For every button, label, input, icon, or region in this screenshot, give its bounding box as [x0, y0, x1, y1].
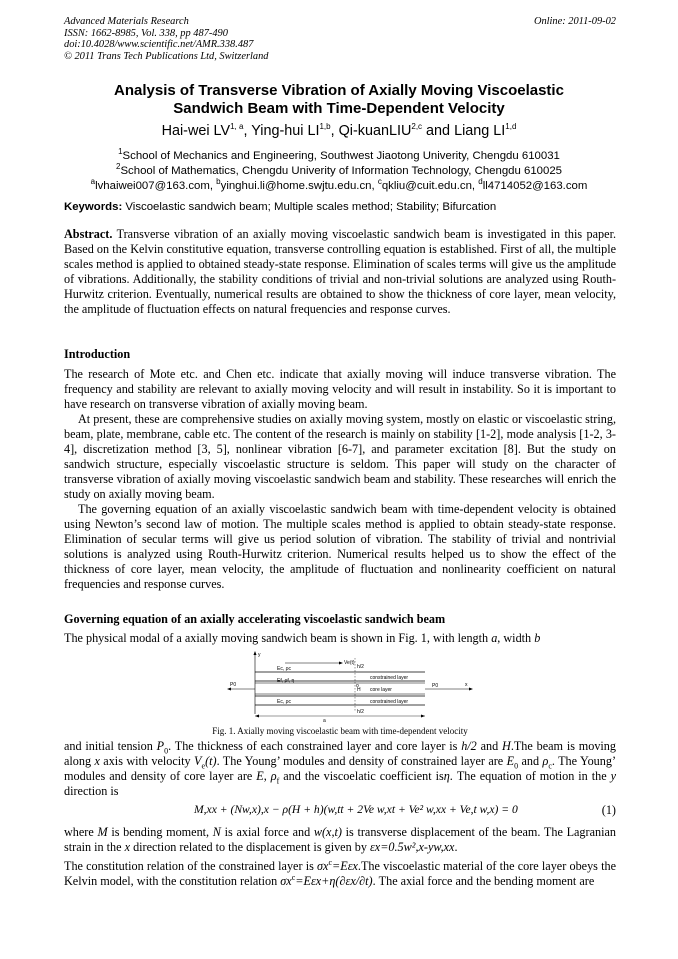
- math-symbol: y: [610, 769, 617, 783]
- text-run: . The Young’ modules and density of core layer are: [64, 754, 616, 783]
- equation-number: (1): [601, 803, 616, 817]
- paragraph: The governing equation of an axially viscoelastic sandwich beam with time-dependent velocity is obtained using Newton’s second law of motion. The multiple scales method is applied to obtain steady-state response. Elimination of secular terms will give us period solution of vibration. The stability of trivial and nontrivial solutions is analyzed using Routh-Hurwitz criterion. Numerical results helped us to show the effect of the thickness of core layer, mean velocity, the amplitude of fluctuation and nonlinearity coefficient on natural frequencies and response curves.: [64, 502, 616, 591]
- text-run: is transverse displacement of the beam. The Lagranian strain in the: [64, 825, 616, 854]
- introduction-body: [64, 367, 616, 592]
- author-name: Hai-wei LV: [161, 123, 231, 139]
- constrained-layer-label-top: constrained layer: [370, 675, 409, 681]
- math-symbol: V: [194, 754, 202, 768]
- constrained-layer-props-top: Ec, ρc: [277, 666, 291, 672]
- math-symbol: E: [256, 769, 264, 783]
- top-layer-thickness: h/2: [357, 664, 364, 670]
- math-symbol: σx: [280, 874, 292, 888]
- author-name: Qi-kuanLIU: [338, 123, 412, 139]
- email-link[interactable]: ll4714052@163.com: [482, 180, 588, 192]
- author-name: Liang LI: [454, 123, 506, 139]
- author-separator: ,: [330, 123, 339, 139]
- text-run: . The thickness of each constrained layer and core layer is: [168, 739, 462, 753]
- velocity-arrowhead: [339, 662, 343, 665]
- math-expression: =Eεx: [332, 859, 358, 873]
- math-symbol: h/2: [461, 739, 477, 753]
- length-label: a: [323, 718, 326, 724]
- math-symbol: σx: [317, 859, 329, 873]
- core-layer-props: Ef, ρf, η: [277, 678, 295, 684]
- author-list: [64, 122, 614, 140]
- section-heading-introduction: Introduction: [64, 347, 131, 361]
- paragraph: [64, 825, 616, 855]
- math-symbol: η: [443, 769, 450, 783]
- math-symbol: ρ: [270, 769, 277, 783]
- text-run: .The viscoelastic material of the core layer obeys the Kelvin model, with the constitution relation: [64, 859, 616, 888]
- text-run: and the viscoelatic coefficient is: [279, 769, 444, 783]
- journal-issn: ISSN: 1662-8985, Vol. 338, pp 487-490: [64, 27, 228, 39]
- email-link[interactable]: lvhaiwei007@163.com,: [95, 180, 217, 192]
- affiliation-1: [64, 149, 614, 164]
- author-affiliation-mark: 1, a: [230, 122, 244, 132]
- text-run: The physical modal of a axially moving sandwich beam is shown in Fig. 1, with length: [64, 631, 492, 645]
- text-run: and: [518, 754, 543, 768]
- text-run: ,: [263, 769, 271, 783]
- text-run: . The equation of motion in the: [449, 769, 611, 783]
- paragraph: [64, 859, 616, 889]
- affiliation-2: [64, 164, 614, 179]
- tension-label-left: P0: [230, 682, 237, 688]
- paragraph: The research of Mote etc. and Chen etc. indicate that axially moving will induce transverse vibration. The frequency and stability are relevant to axially moving velocity and will result in instability. So it is important to have research on transverse vibration of axially moving beam.: [64, 367, 616, 411]
- author-separator: ,: [243, 123, 252, 139]
- math-symbol: P: [156, 739, 165, 753]
- math-expression: εx=0.5w²,x-yw,xx: [369, 840, 455, 854]
- text-run: , width: [497, 631, 535, 645]
- constrained-layer-label-bottom: constrained layer: [370, 699, 409, 705]
- math-symbol: H: [502, 739, 511, 753]
- paper-title-line-2: Sandwich Beam with Time-Dependent Velocity: [173, 100, 505, 117]
- math-symbol: (t): [205, 754, 217, 768]
- x-axis-label: x: [465, 682, 468, 688]
- math-symbol: a: [491, 631, 498, 645]
- math-symbol: ρ: [542, 754, 549, 768]
- abstract: [64, 227, 616, 317]
- text-run: .: [454, 840, 458, 854]
- figure-1-diagram: [225, 650, 475, 725]
- keywords: [64, 200, 616, 215]
- journal-doi: doi:10.4028/www.scientific.net/AMR.338.487: [64, 39, 254, 51]
- math-subscript: f: [276, 776, 280, 786]
- math-symbol: x: [94, 754, 100, 768]
- email-mark: a: [90, 177, 96, 187]
- text-run: and initial tension: [64, 739, 157, 753]
- affiliation-text: School of Mathematics, Chengdu Univerity of Information Technology, Chengdu 610025: [120, 165, 562, 177]
- core-thickness: H: [357, 687, 361, 693]
- text-run: The constitution relation of the constrained layer is: [64, 859, 318, 873]
- math-symbol: w(x,t): [313, 825, 342, 839]
- math-symbol: x: [124, 840, 131, 854]
- email-mark: c: [377, 177, 382, 187]
- y-axis-label: y: [258, 652, 261, 658]
- tension-label-right: P0: [432, 683, 439, 689]
- keywords-text: Viscoelastic sandwich beam; Multiple scales method; Stability; Bifurcation: [122, 201, 497, 213]
- author-affiliation-mark: 1,d: [505, 122, 517, 132]
- affiliation-mark: 2: [116, 162, 121, 172]
- affiliation-text: School of Mechanics and Engineering, Southwest Jiaotong Univerity, Chengdu 610031: [122, 150, 560, 162]
- abstract-label: Abstract.: [64, 227, 113, 241]
- email-mark: b: [216, 177, 221, 187]
- author-affiliation-mark: 1,b: [319, 122, 331, 132]
- section-heading-governing-equation: Governing equation of an axially accelerating viscoelastic sandwich beam: [64, 612, 446, 626]
- paper-title: [64, 82, 614, 118]
- text-run: is axial force and: [220, 825, 314, 839]
- email-list: [64, 179, 614, 194]
- journal-name: Advanced Materials Research: [64, 16, 189, 27]
- paper-title-line-1: Analysis of Transverse Vibration of Axially Moving Viscoelastic: [114, 82, 564, 99]
- y-axis-arrow: [254, 651, 257, 655]
- affiliation-mark: 1: [118, 147, 123, 157]
- paragraph: [64, 739, 616, 799]
- journal-copyright: © 2011 Trans Tech Publications Ltd, Switzerland: [64, 50, 269, 62]
- length-arrow-right: [421, 715, 425, 718]
- equation-expression: M,xx + (Nw,x),x − ρ(H + h)(w,tt + 2Ve w,xt + Ve² w,xx + Ve,t w,x) = 0: [194, 803, 518, 816]
- math-expression: =Eεx+η(∂εx/∂t): [295, 874, 373, 888]
- math-symbol: E: [506, 754, 515, 768]
- text-run: . The Young’ modules and density of constrained layer are: [216, 754, 507, 768]
- core-layer-label: core layer: [370, 687, 392, 693]
- paragraph: At present, these are comprehensive studies on axially moving system, mostly on elastic or viscoelastic string, beam, plate, membrane, cable etc. The content of the research is mainly on stability [1-2], mode analysis [1-2, 3-4], discretization method [3, 5], nonlinear vibration [6-7], and parameter excitation [8]. But the study on sandwich structure, especially viscoelastic structure is seldom. This paper will study on the character of transverse vibration of axially moving viscoelastic sandwich beam and stability. These researches will enrich the study on axially moving beam.: [64, 412, 616, 501]
- length-arrow-left: [255, 715, 259, 718]
- math-subscript: c: [548, 761, 552, 771]
- text-run: where: [64, 825, 98, 839]
- math-subscript: 0: [164, 746, 169, 756]
- online-date: Online: 2011-09-02: [533, 16, 616, 27]
- math-superscript: c: [328, 857, 333, 867]
- math-symbol: M: [97, 825, 108, 839]
- equation-1: [64, 803, 616, 819]
- text-run: and: [476, 739, 502, 753]
- x-axis-arrow: [469, 688, 473, 691]
- velocity-label: Ve(t): [344, 660, 355, 666]
- author-name: Ying-hui LI: [251, 123, 320, 139]
- text-run: direction related to the displacement is given by: [130, 840, 370, 854]
- math-subscript: e: [201, 761, 206, 771]
- math-superscript: c: [291, 872, 296, 882]
- email-link[interactable]: qkliu@cuit.edu.cn,: [381, 180, 479, 192]
- text-run: axis with velocity: [99, 754, 195, 768]
- figure-1-caption: Fig. 1. Axially moving viscoelastic beam with time-dependent velocity: [212, 726, 468, 736]
- text-run: direction is: [64, 784, 119, 798]
- author-separator: and: [422, 123, 455, 139]
- text-run: is bending moment,: [107, 825, 213, 839]
- text-run: .The beam is moving along: [64, 739, 616, 768]
- origin-label: o: [356, 683, 359, 689]
- email-mark: d: [478, 177, 483, 187]
- keywords-label: Keywords:: [64, 201, 123, 213]
- constrained-layer-props-bottom: Ec, ρc: [277, 699, 291, 705]
- math-symbol: b: [534, 631, 541, 645]
- journal-header: [64, 16, 616, 62]
- author-affiliation-mark: 2,c: [411, 122, 423, 132]
- abstract-text: Transverse vibration of an axially moving viscoelastic sandwich beam is investigated in this paper. Based on the Kelvin constitutive equation, transverse controlling equation is established. First of all, the multiple scales method is applied to obtained steady-state response. Elimination of scales terms will give us the amplitude of vibrations. Additionally, the stability conditions of trivial and non-trivial solutions are analyzed using Routh-Hurwitz criterion. Eventually, numerical results are obtained to show the thickness of core layer, mean velocity, the amplitude of fluctuation effects on natural frequencies and response curves.: [64, 227, 616, 316]
- math-symbol: N: [212, 825, 221, 839]
- email-link[interactable]: yinghui.li@home.swjtu.edu.cn,: [220, 180, 378, 192]
- paragraph: [64, 631, 616, 646]
- math-subscript: 0: [514, 761, 519, 771]
- text-run: . The axial force and the bending moment are: [372, 874, 595, 888]
- bottom-layer-thickness: h/2: [357, 709, 364, 715]
